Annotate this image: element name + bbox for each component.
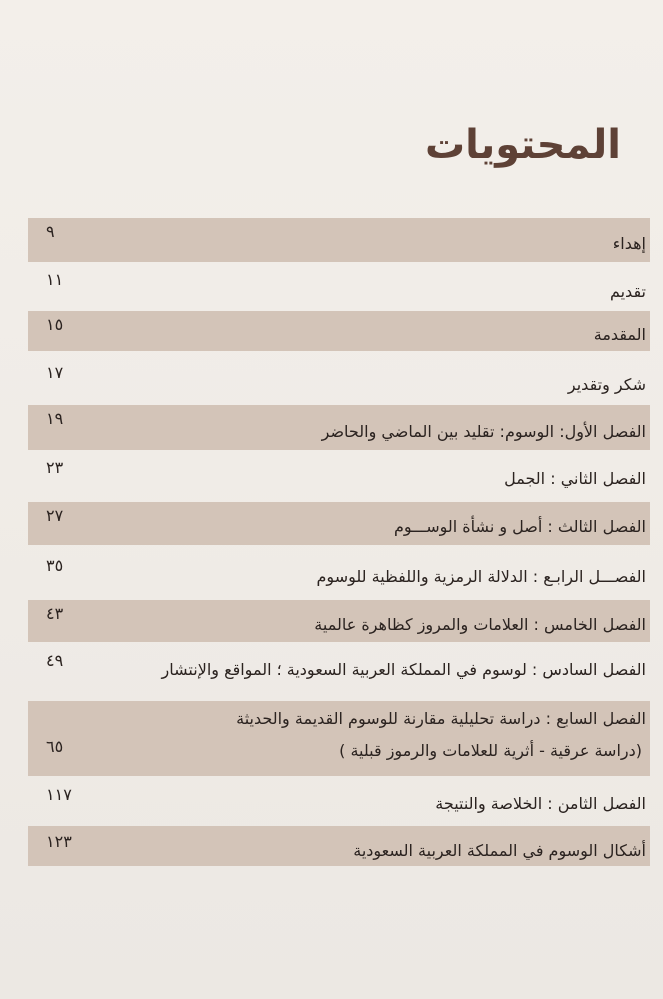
toc-row-chapter-3 bbox=[28, 502, 650, 545]
toc-entry-title: الفصـــل الرابـع : الدلالة الرمزية واللفظية للوسوم bbox=[316, 567, 646, 586]
toc-row-chapter-1 bbox=[28, 405, 650, 450]
contents-title: المحتويات bbox=[424, 122, 621, 168]
toc-entry-title: الفصل السادس : لوسوم في المملكة العربية السعودية ؛ المواقع والإنتشار bbox=[161, 660, 646, 679]
toc-row-chapter-6 bbox=[28, 647, 650, 691]
toc-entry-title: الفصل الأول: الوسوم: تقليد بين الماضي والحاضر bbox=[321, 422, 646, 441]
toc-entry-title: الفصل السابع : دراسة تحليلية مقارنة للوسوم القديمة والحديثة bbox=[236, 709, 646, 728]
toc-row-dedication bbox=[28, 218, 650, 262]
toc-entry-title: الفصل الخامس : العلامات والمروز كظاهرة عالمية bbox=[314, 615, 646, 634]
toc-entry-title: المقدمة bbox=[593, 325, 646, 344]
toc-row-brand-shapes bbox=[28, 826, 650, 866]
toc-page-number: ١٧ bbox=[46, 363, 64, 382]
toc-page-number: ١٩ bbox=[46, 409, 64, 428]
toc-page-number: ٦٥ bbox=[46, 737, 64, 756]
toc-entry-title: الفصل الثاني : الجمل bbox=[504, 469, 646, 488]
toc-entry-title: الفصل الثالث : أصل و نشأة الوســـوم bbox=[393, 517, 646, 536]
toc-page-number: ١٥ bbox=[46, 315, 64, 334]
toc-row-chapter-7 bbox=[28, 701, 650, 776]
toc-entry-title: شكر وتقدير bbox=[567, 375, 646, 394]
toc-row-chapter-8 bbox=[28, 783, 650, 823]
toc-entry-title: الفصل الثامن : الخلاصة والنتيجة bbox=[435, 794, 646, 813]
toc-page-number: ٤٩ bbox=[46, 651, 64, 670]
toc-page-number: ١١ bbox=[46, 270, 64, 289]
toc-entry-title: تقديم bbox=[609, 282, 646, 301]
toc-row-foreword bbox=[28, 266, 650, 310]
toc-entry-subtitle: (دراسة عرقية - أثرية للعلامات والرموز قبلية ) bbox=[339, 741, 642, 760]
toc-page-number: ٢٧ bbox=[46, 506, 64, 525]
toc-row-chapter-5 bbox=[28, 600, 650, 642]
toc-page-number: ٢٣ bbox=[46, 458, 64, 477]
toc-page-number: ١٢٣ bbox=[46, 832, 72, 851]
toc-entry-title: أشكال الوسوم في المملكة العربية السعودية bbox=[353, 841, 646, 860]
toc-row-chapter-4 bbox=[28, 552, 650, 596]
toc-page-number: ١١٧ bbox=[46, 785, 72, 804]
toc-page-number: ٣٥ bbox=[46, 556, 64, 575]
toc-page-number: ٩ bbox=[46, 222, 55, 241]
toc-entry-title: إهداء bbox=[612, 234, 646, 253]
toc-row-introduction bbox=[28, 311, 650, 351]
toc-row-acknowledgments bbox=[28, 359, 650, 403]
toc-row-chapter-2 bbox=[28, 454, 650, 498]
toc-page-number: ٤٣ bbox=[46, 604, 64, 623]
